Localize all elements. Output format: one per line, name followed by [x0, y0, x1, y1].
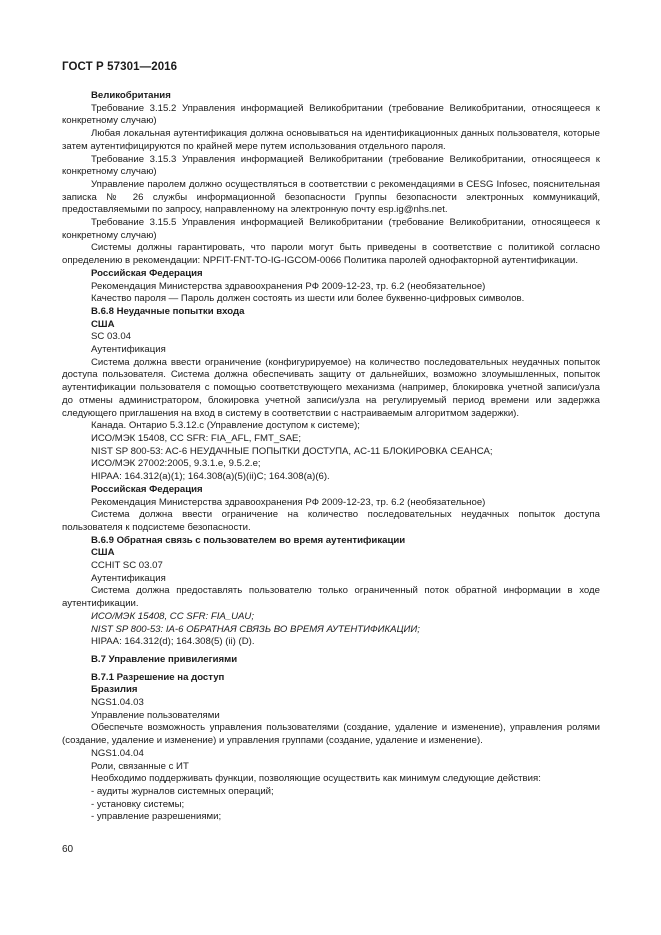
paragraph: Необходимо поддерживать функции, позволяющие осуществить как минимум следующие действия: — [91, 773, 541, 785]
document-header: ГОСТ Р 57301—2016 — [62, 61, 178, 73]
page-number: 60 — [62, 844, 74, 855]
reference-line: ИСО/МЭК 15408, CC SFR: FIA_AFL, FMT_SAE; — [91, 432, 302, 444]
reference-line: ИСО/МЭК 15408, CC SFR: FIA_UAU; — [91, 610, 255, 622]
paragraph: NGS1.04.03 — [91, 697, 144, 709]
paragraph: SC 03.04 — [91, 331, 132, 343]
country-heading: Российская Федерация — [91, 483, 203, 495]
country-heading: США — [91, 318, 115, 330]
paragraph: Управление паролем должно осуществляться в соответствии с рекомендациями в CESG Infosec, пояснительная записка № 26 службы информационной безопасности Группы безопасности электронных коммуникаций, предоставляемыми по запросу, направленному на электронную почту esp.ig@nhs.net. — [62, 178, 600, 216]
list-item: - аудиты журналов системных операций; — [91, 785, 274, 797]
paragraph: Требование 3.15.5 Управления информацией Великобритании (требование Великобритании, относящееся к конкретному случаю) — [62, 217, 600, 241]
paragraph: NGS1.04.04 — [91, 747, 144, 759]
paragraph: CCHIT SC 03.07 — [91, 560, 163, 572]
paragraph: Аутентификация — [91, 344, 166, 356]
reference-line: HIPAA: 164.312(d); 164.308(5) (ii) (D). — [91, 636, 255, 648]
country-heading: Великобритания — [91, 90, 171, 101]
section-heading: В.6.9 Обратная связь с пользователем во время аутентификации — [91, 534, 406, 546]
reference-line: HIPAA: 164.312(a)(1); 164.308(a)(5)(ii)C; 164.308(a)(6). — [91, 471, 330, 483]
paragraph: Качество пароля — Пароль должен состоять из шести или более буквенно-цифровых символов. — [91, 293, 525, 305]
country-heading: США — [91, 547, 115, 559]
document-body — [62, 90, 600, 824]
paragraph: Роли, связанные с ИТ — [91, 760, 189, 772]
reference-line: NIST SP 800-53: AC-6 НЕУДАЧНЫЕ ПОПЫТКИ ДОСТУПА, AC-11 БЛОКИРОВКА СЕАНСА; — [91, 445, 493, 457]
country-heading: Российская Федерация — [91, 267, 203, 279]
list-item: - управление разрешениями; — [91, 811, 222, 823]
paragraph: Требование 3.15.2 Управления информацией Великобритании (требование Великобритании, относящееся к конкретному случаю) — [62, 102, 600, 127]
section-heading: В.6.8 Неудачные попытки входа — [91, 305, 245, 317]
list-item: - установку системы; — [91, 798, 185, 810]
paragraph: Рекомендация Министерства здравоохранения РФ 2009-12-23, тр. 6.2 (необязательное) — [91, 496, 486, 508]
reference-line: NIST SP 800-53: IA-6 ОБРАТНАЯ СВЯЗЬ ВО ВРЕМЯ АУТЕНТИФИКАЦИИ; — [91, 623, 420, 635]
paragraph: Обеспечьте возможность управления пользователями (создание, удаление и изменение), управления ролями (создание, удаление и изменение) и управления группами (создание, удаление и изменение). — [62, 722, 600, 747]
paragraph: Требование 3.15.3 Управления информацией Великобритании (требование Великобритании, относящееся к конкретному случаю) — [62, 153, 600, 178]
paragraph: Система должна предоставлять пользователю только ограниченный поток обратной информации в ходе аутентификации. — [62, 585, 600, 610]
reference-line: ИСО/МЭК 27002:2005, 9.3.1.e, 9.5.2.e; — [91, 458, 261, 470]
paragraph: Аутентификация — [91, 572, 166, 584]
section-heading: В.7 Управление привилегиями — [91, 653, 238, 665]
paragraph: Любая локальная аутентификация должна основываться на идентификационных данных пользователя, которые затем аутентифицируются по крайней мере путем использования отдельного пароля. — [62, 128, 600, 152]
paragraph: Управление пользователями — [91, 709, 220, 721]
subsection-heading: В.7.1 Разрешение на доступ — [91, 671, 225, 683]
paragraph: Система должна ввести ограничение (конфигурируемое) на количество последовательных неудачных попыток доступа пользователя. Система должна обеспечивать защиту от дальнейших, возможно злоумышленных, попыток аутентификации пользователя с помощью соответствующего механизма (например, блокировка учетной записи/узла до отмены администратором, блокировка учетной записи/узла на регулируемый период времени или задержка следующего приглашения на вход в систему в соответствии с настраиваемым алгоритмом задержки). — [62, 356, 600, 419]
paragraph: Рекомендация Министерства здравоохранения РФ 2009-12-23, тр. 6.2 (необязательное) — [91, 280, 486, 292]
paragraph: Система должна ввести ограничение на количество последовательных неудачных попыток доступа пользователя к подсистеме безопасности. — [62, 509, 600, 533]
paragraph: Системы должны гарантировать, что пароли могут быть приведены в соответствие с политикой согласно определению в рекомендации: NPFIT-FNT-TO-IG-IGCOM-0066 Политика паролей однофакторной аутентификации. — [62, 242, 600, 267]
country-heading: Бразилия — [91, 684, 138, 696]
reference-line: Канада. Онтарио 5.3.12.с (Управление доступом к системе); — [91, 420, 360, 432]
